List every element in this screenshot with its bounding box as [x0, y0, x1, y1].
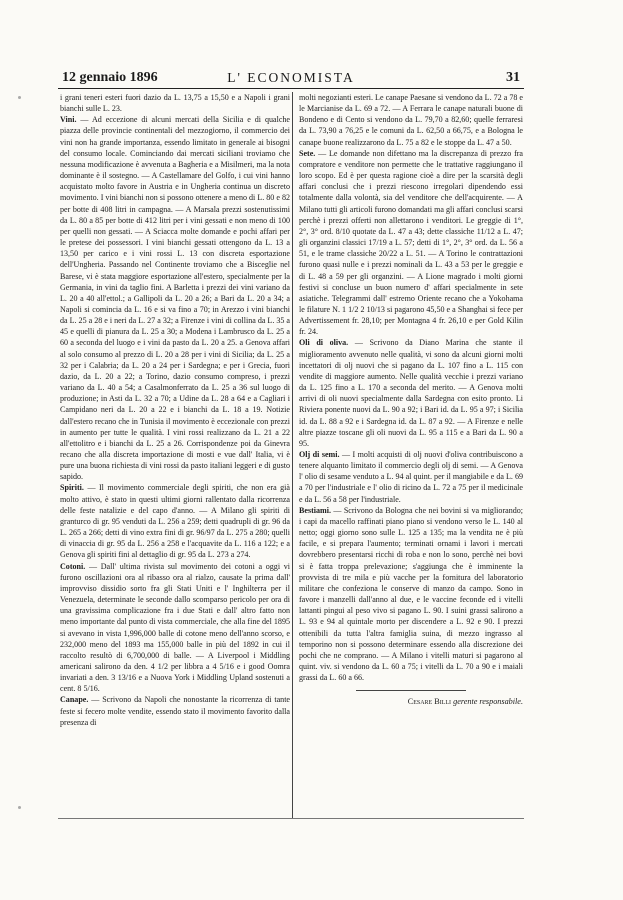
paragraph-text: i grani teneri esteri fuori dazio da L. 13,75 a 15,50 e a Napoli i grani bianchi sulle L. 23.	[60, 93, 290, 114]
paragraph-cotoni	[60, 561, 290, 695]
paragraph-oli-oliva	[299, 337, 523, 449]
left-column	[60, 92, 290, 728]
paragraph-text: — Il movimento commerciale degli spiriti, che non era già molto attivo, è stato in questi ultimi giorni rallentato dalla ricorrenza delle feste natalizie e del capo d'anno. — A Milano gli spiriti di granturco di gr. 95 venduti da L. 256 a 259; detti quadrupli di gr. 96 da L. 265 a 266; detti di vino extra fini di gr. 96/97 da L. 275 a 280; quelli di vinaccia di gr. 95 da L. 256 a 258 e l'acquavite da L. 116 a 122; e a Genova gli spiriti fini al dettaglio di gr. 95 da L. 273 a 274.	[60, 483, 290, 560]
signature	[299, 696, 523, 707]
page-header	[62, 64, 520, 88]
paragraph-text: — Scrivono da Bologna che nei bovini si va migliorando; i capi da macello raffinati piano piano si vendono verso le L. 140 al netto; oggi giorno sono sulle L. 125 a 135; ma la vendita ne è più facile, e si prepara l'aumento; terminati ornami i lavori i mercati dovrebbero presentarsi ricchi di roba e non lo sono, perchè nei bovi si è fatta troppa prelevazione; s'aggiunga che è imminente la provvista di tre mila e più vacche per la fornitura del laboratorio militare che confeziona le conserve di manzo da campo. Sono in favore i manzelli dall'anno al due, e le vaccine feconde ed i vitelli lattanti pingui al peso vivo si pagano L. 90. I suini grassi salirono a L. 93 e 94 al quintale morto per discendere a L. 92 e 90. I prezzi ottenibili da tutta l'altra famiglia suina, di mezzo ingrasso al temporino non si possono determinare essendo alla discrezione dei pochi che ne comprano. — A Milano i vitelli maturi si pagarono al quint. viv. si vendono da L. 60 a 75; i vitelli da L. 70 a 90 e i maiali grassi da L. 60 a 66.	[299, 505, 524, 683]
section-label: Cotoni.	[60, 561, 86, 571]
section-label: Vini.	[60, 115, 77, 125]
paragraph	[299, 92, 523, 148]
paragraph-bestiami	[299, 505, 523, 684]
signature-name: Cesare Billi	[407, 697, 452, 707]
right-column	[299, 92, 523, 707]
header-rule	[58, 88, 524, 89]
issue-date: 12 gennaio 1896	[62, 70, 158, 85]
section-label: Canape.	[60, 695, 89, 705]
paragraph	[60, 92, 290, 114]
signature-role: gerente responsabile.	[453, 697, 523, 707]
paragraph-text: — Le domande non difettano ma la discrepanza di prezzo fra compratore e venditore non permette che le trattative raggiungano il loro scopo. Ed è per questa ragione cioè a dire per la scarsità degli affari conclusi che i prezzi riescono irregolari dipendendo essi totalmente dalla volontà, sia del venditore che dell'acquirente. — A Milano tutti gli articoli furono domandati ma gli affari conclusi scarsi perchè i prezzi offerti non allettarono i venditori. Le greggie di 1°, 2°, 3° ord. 8/10 quotate da L. 47 a 43; dette classiche 11/12 a L. 47; gli organzini classici 17/19 a L. 57; detti di 1°, 2°, 3° ord. da L. 56 a 51, e le trame classiche 20/22 a L. 51. — A Torino le contrattazioni furono quasi nulle e i prezzi nominali da L. 43 a 53 per le greggie e di L. 48 a 59 per gli organzini. — A Lione magrado i molti giorni festivi si concluse un buon numero d' affari specialmente in sete asiatiche. Telegrammi dall' estremo Oriente recano che a Yokohama le filature N. 1 1/2 2 10/13 si pagarono 45,50 e a Shanghai si fece per Advertissement fr. 28,10; per Montagna 4 fr. 26,10 e per Gold Kilin fr. 24.	[299, 148, 523, 337]
signature-divider	[356, 690, 466, 691]
paragraph-text: — I molti acquisti di olj nuovi d'oliva contribuiscono a tenere alquanto limitato il commercio degli olj di semi. — A Genova l' olio di sesame venduto a L. 94 al quint. per il mangiabile e da L. 69 a 70 per l'industriale e l' olio di ricino da L. 72 a 75 per il medicinale e da L. 56 a 58 per l'industriale.	[299, 450, 523, 504]
paragraph-text: — Scrivono da Diano Marina che stante il miglioramento avvenuto nelle qualità, vi sono da alcuni giorni molti incettatori di olj nuovi che si pagano da L. 107 fino a L. 115 con vendite di maggiore aumento. Nelle qualità vecchie i prezzi variano da L. 125 fino a L. 170 a seconda del merito. — A Genova molti arrivi di oli nuovi specialmente dalla Sardegna con esito pronto. Li Riviera ponente nuovi da L. 90 a 92; i Bari id. da L. 95 a 97; i Sicilia id. da L. 88 a 92 e i Sardegna id. da L. 87 a 92. — A Firenze e nelle altre piazze toscane gli oli nuovi da L. 95 a 115 e a Bari da L. 90 a 95.	[299, 338, 524, 448]
section-label: Spiriti.	[60, 483, 84, 493]
paragraph-text: — Ad eccezione di alcuni mercati della Sicilia e di qualche piazza delle provincie continentali del mezzogiorno, il commercio dei vini non ha grande importanza, essendo limitato in generale ai bisogni del consumo locale. Cominciando dai mercati siciliani troviamo che nessuna modificazione è avvenuta a Bagheria e a Misilmeri, ma la nota dominante è il sostegno. — A Castellamare del Golfo, i cui vini hanno acquistato molto favore in Austria e in Ungheria continua un discreto movimento. I vini bianchi non si possono ottenere a meno di L. 80 e 82 per botte di 408 litri in campagna. — A Marsala prezzi sostenutissimi da L. 80 a 85 per botte di 412 litri per i vini gessati e non meno di 100 per quelli non gessati. — A Sciacca molte domande e pochi affari per le pretese dei possessori. I vini bianchi gessati ottengono da L. 13 a 13,50 per carico e i vini rossi L. 13 con discreta esportazione dell'Ungheria. Passando nel Continente troviamo che a Bisceglie nel Barese, vi è stata maggiore esportazione all'estero, specialmente per la Germania, in vini da taglio fini. A Barletta i prezzi dei vini variano da L. 20 a 40 all'ettol.; a Gallipoli da L. 20 a 26; a Bari da L. 20 a 34; a Napoli si comincia da L. 16 e si va fino a 70; in Arezzo i vini bianchi da L. 25 a 28 e i neri da L. 27 a 32; a Firenze i vini di collina da L. 35 a 45 e quelli di pianura da L. 25 a 30; a Modena i Lambrusco da L. 25 a 60 a seconda del luogo e i vini da pasto da L. 20 a 25. a Genova affari al solo consumo al prezzo di L. 20 a 28 per i vini di Sicilia; da L. 25 a 32 per i Calabria; da L. 20 a 24 per i Sardegna; e per i Grecia, fuori dazio, da L. 20 a 22; a Torino, dazio consumo compreso, i prezzi variano da L. 40 a 54; a Casalmonferrato da L. 25 a 36 sul luogo di produzione; in Asti da L. 32 a 70; a Udine da L. 28 a 64 e a Cagliari i Campidano neri da L. 20 a 22 e i bianchi da L. 18 a 19. Notizie dall'estero recano che in Tunisia il movimento è eccezionale con prezzi in aumento per tutte le qualità. I vini rossi realizzano da L. 21 a 22 all'ettolitro e i bianchi da L. 25 a 26. Corrispondenze poi da Ginevra recano che alla discreta importazione di mosti e vue dall' Italia, vi è pure una buona richiesta di vini rossi da pasto italiani leggeri e di gusto sapido.	[60, 115, 290, 482]
section-label: Sete.	[299, 148, 316, 158]
section-label: Olj di semi.	[299, 450, 340, 459]
section-label: Bestiami.	[299, 505, 331, 515]
page-number: 31	[506, 70, 520, 85]
paragraph-sete	[299, 148, 523, 338]
column-divider	[292, 92, 293, 818]
paragraph-olj-semi	[299, 449, 523, 505]
page-mark	[18, 806, 21, 809]
paragraph-canape	[60, 694, 290, 727]
paragraph-text: molti negozianti esteri. Le canape Paesane si vendono da L. 72 a 78 e le Marcianise da L. 69 a 72. — A Ferrara le canape naturali buone di Bondeno e di Cento si vendono da L. 79,70 a 82,60; quelle ferraresi da L. 73,90 a 76,25 e le comuni da L. 62,50 a 66,75, e a Bologna le canape buone realizzarono da L. 75 a 82 e le stoppe da L. 47 a 50.	[299, 93, 523, 147]
footer-rule	[58, 818, 524, 819]
journal-title: L' ECONOMISTA	[227, 70, 355, 85]
paragraph-text: — Dall' ultima rivista sul movimento dei cotoni a oggi vi furono oscillazioni ora al ribasso ora al rialzo, causate la prima dall' improvviso dissidio sorto fra gli Stati Uniti e l' Inghilterra per il Venezuela, determinate le seconde dallo scomparso pericolo per ora di una gravissima complicazione fra i due Stati e dall' altro fatto non meno importante dal punto di vista commerciale, che alla fine del 1895 si avevano in vista 1,996,000 balle di cotone meno dell'anno scorso, e 232,000 meno del 1893 ma 155,000 balle in più del 1892 in cui il raccolto resultò di 6,700,000 di balle. — A Liverpool i Middling americani salirono da den. 4 1/2 per libbra a 4 5/16 e i good Oomra invariati a den. 3 13/16 e a Nuova York i Middling Upland sostenuti a cent. 8 5/16.	[60, 561, 290, 694]
paragraph-text: — Scrivono da Napoli che nonostante la ricorrenza di tante feste si fecero molte vendite, essendo stato il movimento favorito dalla presenza di	[60, 695, 291, 727]
paragraph-vini	[60, 114, 290, 482]
paragraph-spiriti	[60, 482, 290, 560]
section-label: Oli di oliva.	[299, 338, 349, 348]
page-mark	[18, 96, 21, 99]
